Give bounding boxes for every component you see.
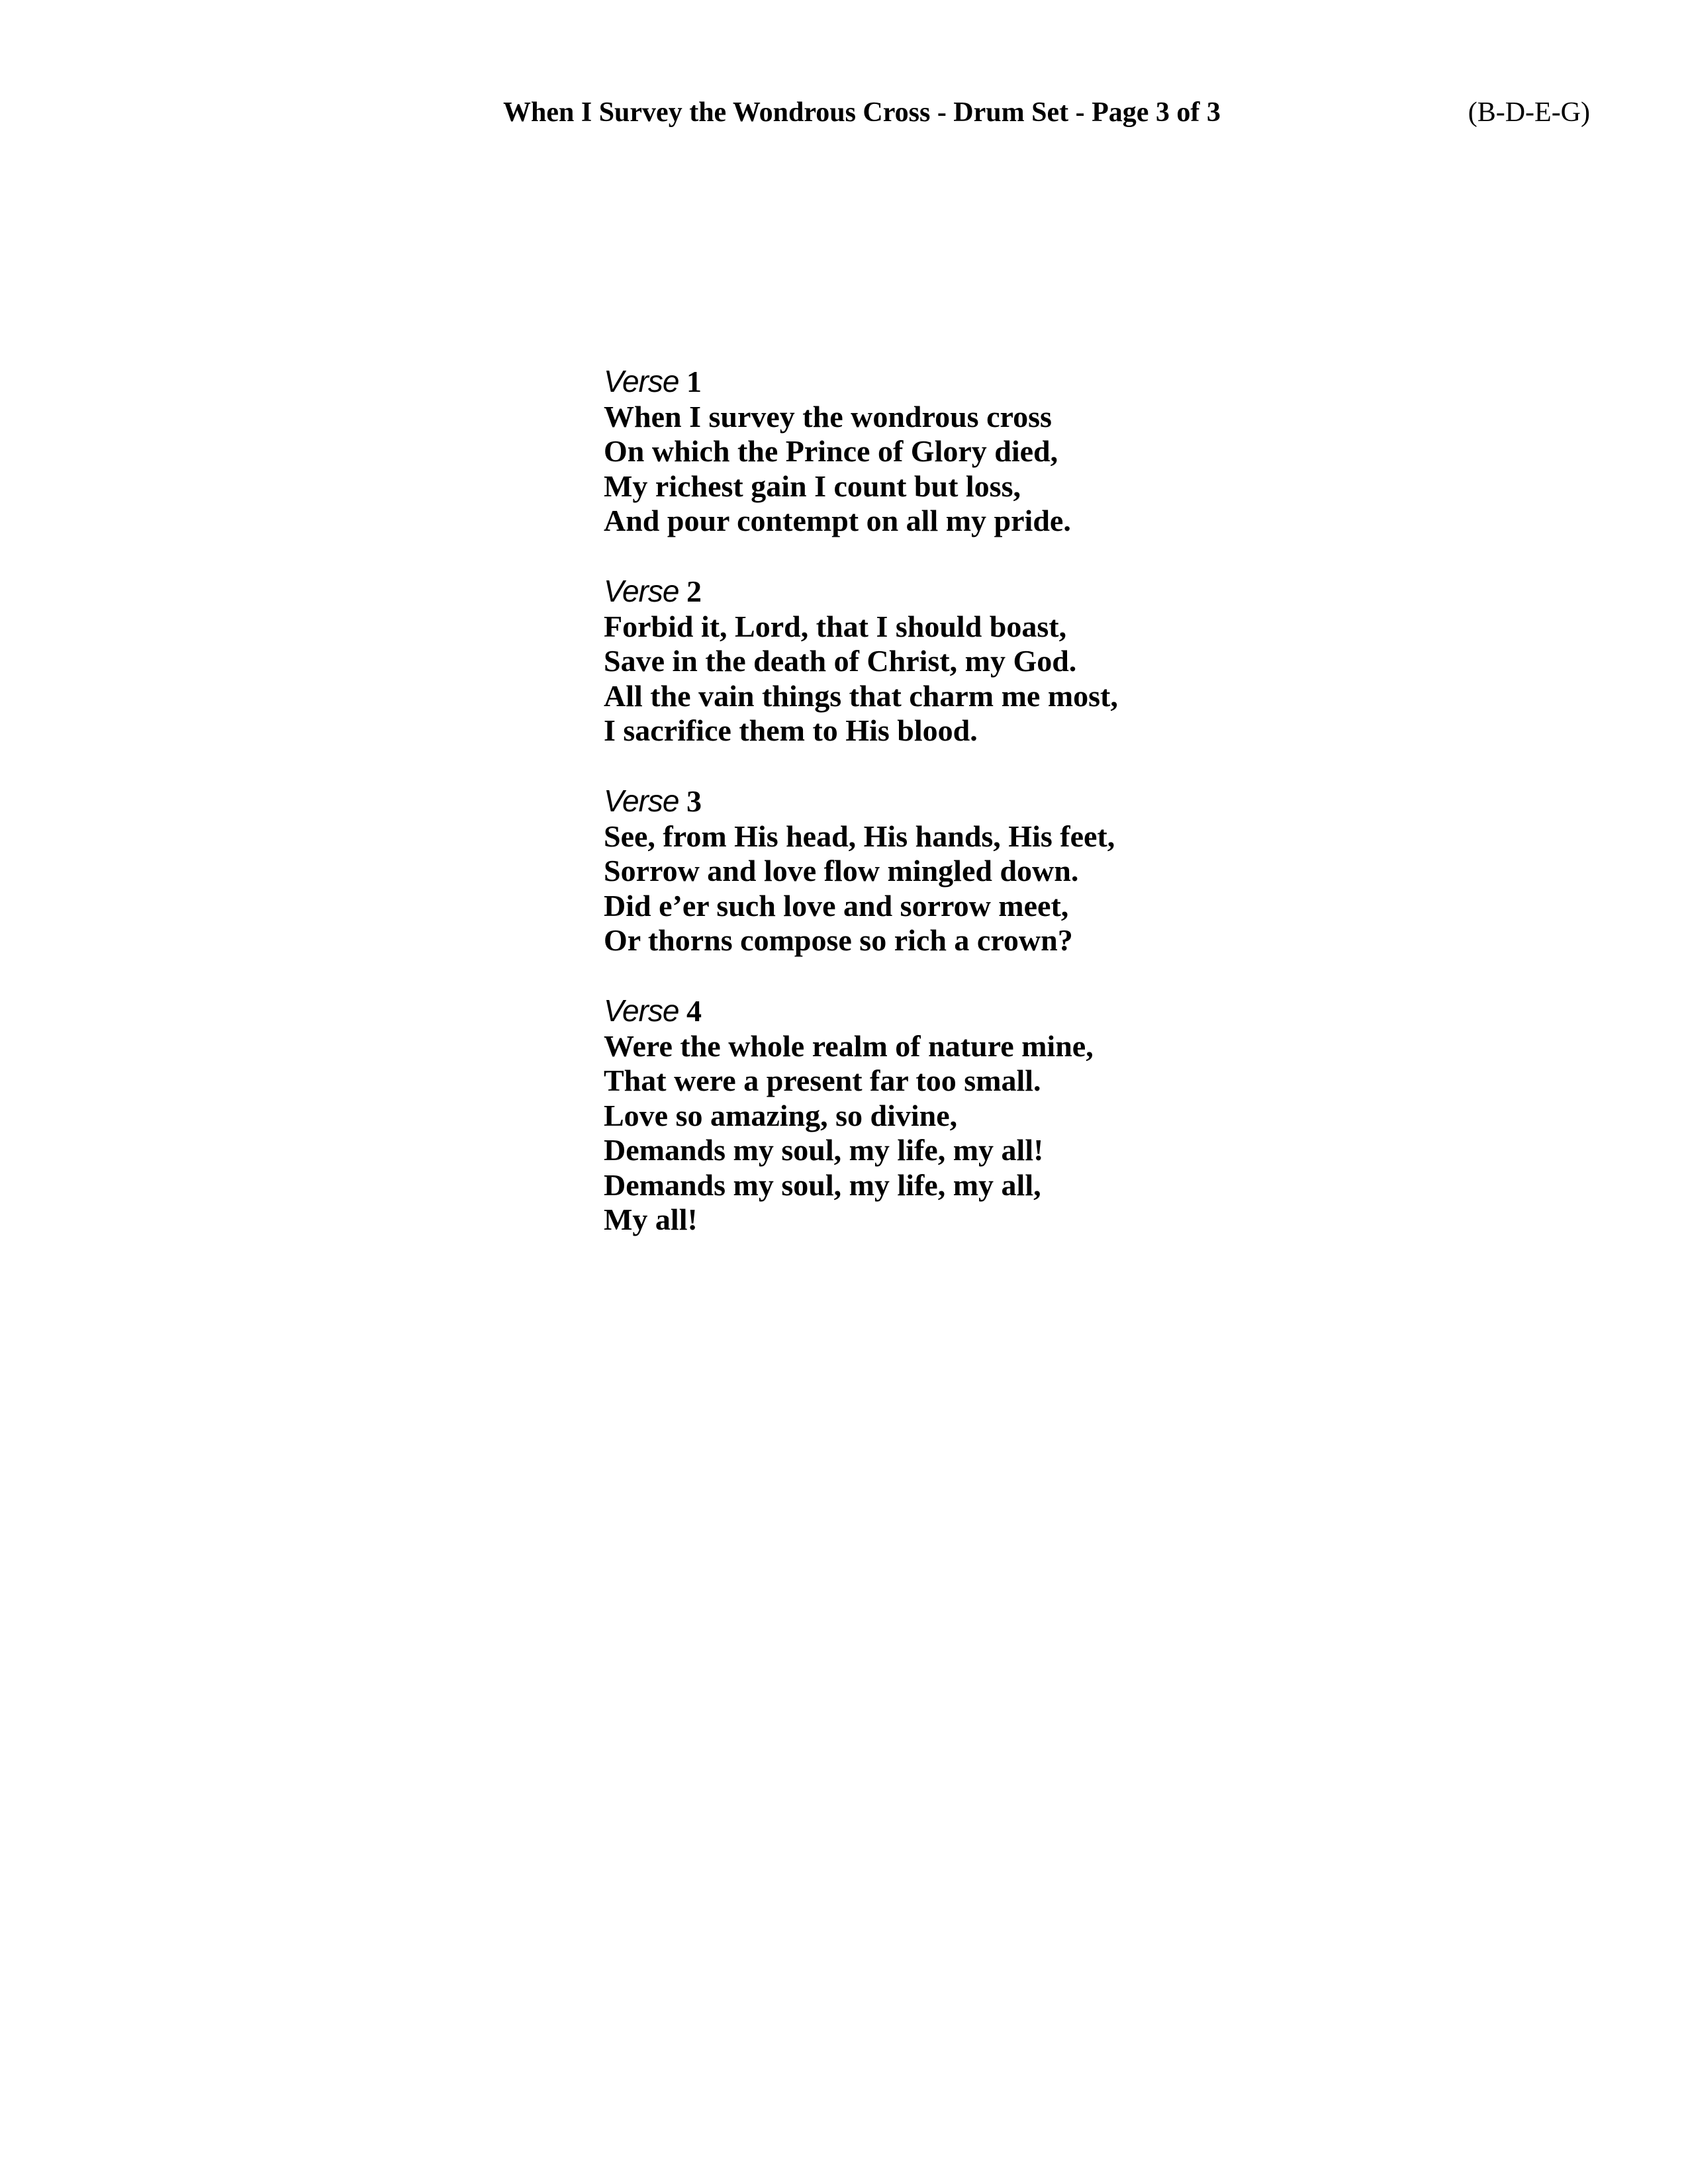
key-label: (B-D-E-G) xyxy=(1468,97,1590,128)
lyrics-block xyxy=(604,364,1332,1273)
lyric-line: Save in the death of Christ, my God. xyxy=(604,644,1077,678)
lyric-line: Forbid it, Lord, that I should boast, xyxy=(604,609,1067,643)
verse-number: 3 xyxy=(686,784,702,818)
lyric-line: That were a present far too small. xyxy=(604,1064,1041,1098)
lyric-line: All the vain things that charm me most, xyxy=(604,678,1118,713)
lyric-line: I sacrifice them to His blood. xyxy=(604,713,978,748)
verse-heading xyxy=(604,784,1332,819)
verse-label: Verse xyxy=(604,993,679,1028)
lyric-line: And pour contempt on all my pride. xyxy=(604,504,1071,538)
verse-heading xyxy=(604,364,1332,400)
lyric-line: Or thorns compose so rich a crown? xyxy=(604,923,1073,958)
lyric-line: See, from His head, His hands, His feet, xyxy=(604,819,1115,853)
verse-number: 2 xyxy=(686,574,702,608)
verse-number: 4 xyxy=(686,993,702,1028)
lyric-line: My all! xyxy=(604,1203,698,1237)
verse-heading xyxy=(604,993,1332,1029)
verse-4 xyxy=(604,993,1332,1238)
page-title: When I Survey the Wondrous Cross - Drum Set - Page 3 of 3 xyxy=(503,97,1221,128)
verse-label: Verse xyxy=(604,364,679,398)
verse-3 xyxy=(604,784,1332,958)
verse-label: Verse xyxy=(604,573,679,608)
lyric-line: Did e’er such love and sorrow meet, xyxy=(604,888,1069,923)
lyric-line: Demands my soul, my life, my all, xyxy=(604,1167,1041,1202)
lyric-line: Demands my soul, my life, my all! xyxy=(604,1133,1044,1167)
lyric-line: My richest gain I count but loss, xyxy=(604,469,1021,503)
verse-heading xyxy=(604,574,1332,610)
lyric-line: Love so amazing, so divine, xyxy=(604,1098,958,1132)
verse-number: 1 xyxy=(686,365,702,398)
page-header xyxy=(0,93,1688,132)
lyric-line: Sorrow and love flow mingled down. xyxy=(604,854,1079,888)
lyric-line: Were the whole realm of nature mine, xyxy=(604,1028,1094,1063)
lyric-line: When I survey the wondrous cross xyxy=(604,399,1052,433)
verse-label: Verse xyxy=(604,783,679,818)
verse-2 xyxy=(604,574,1332,749)
verse-1 xyxy=(604,364,1332,539)
lyric-line: On which the Prince of Glory died, xyxy=(604,434,1058,469)
